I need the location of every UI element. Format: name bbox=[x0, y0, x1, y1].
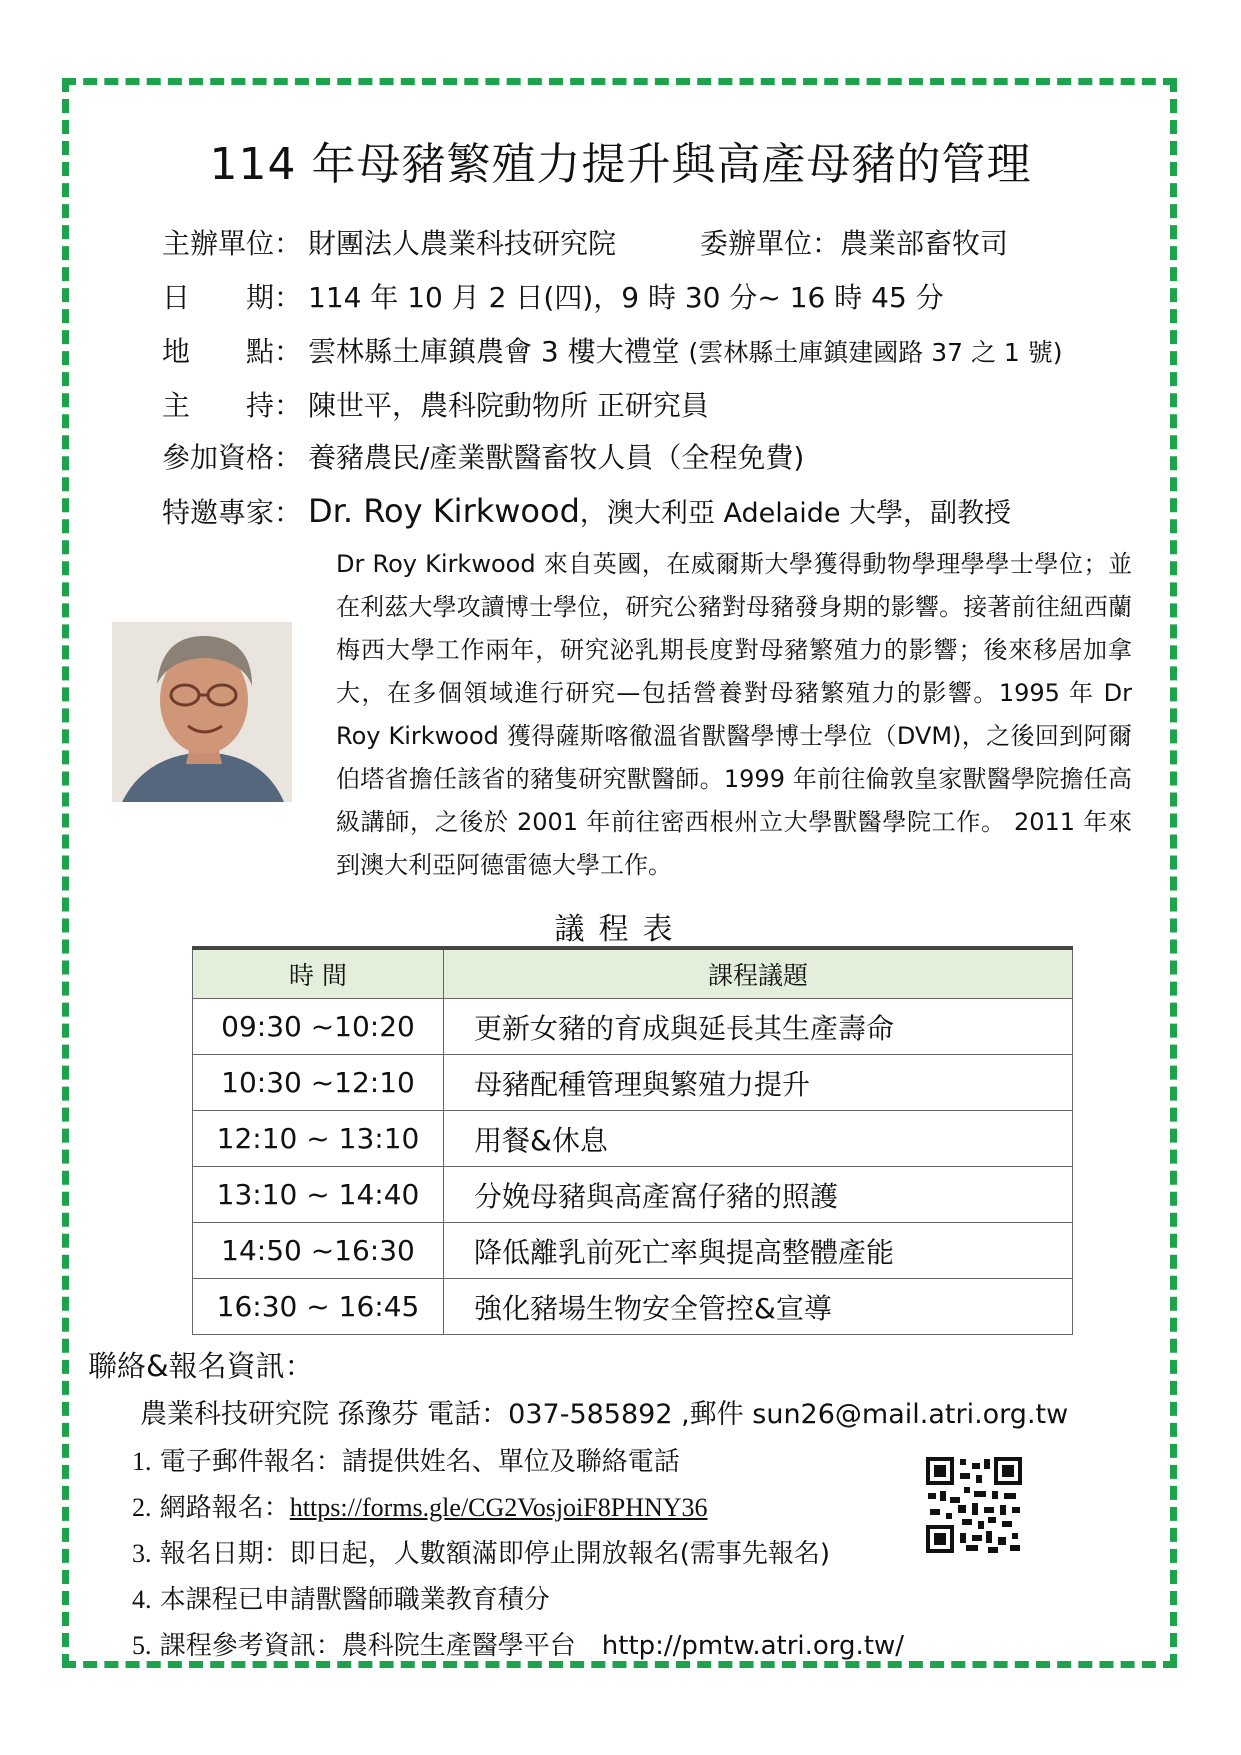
speaker-bio: Dr Roy Kirkwood 來自英國，在威爾斯大學獲得動物學理學學士學位；並在利茲大學攻讀博士學位，研究公豬對母豬發身期的影響。接著前往紐西蘭梅西大學工作兩年，研究泌乳期長度對母豬繁殖力的影響；後來移居加拿大，在多個領域進行研究—包括營養對母豬繁殖力的影響。1995 年 Dr Roy Kirkwood 獲得薩斯喀徹溫省獸醫學博士學位（DVM)，之後回到阿爾伯塔省擔任該省的豬隻研究獸醫師。1999 年前往倫敦皇家獸醫學院擔任高級講師，之後於 2001 年前往密西根州立大學獸醫學院工作。 2011 年來到澳大利亞阿德雷德大學工作。 bbox=[336, 550, 1132, 879]
reference-url[interactable]: http://pmtw.atri.org.tw/ bbox=[601, 1631, 905, 1661]
host: 陳世平，農科院動物所 正研究員 bbox=[308, 389, 709, 422]
date-row: 日 期： 114 年 10 月 2 日(四)，9 時 30 分~ 16 時 45 分 bbox=[162, 281, 944, 314]
agenda-row: 10:30 ~12:10 母豬配種管理與繁殖力提升 bbox=[193, 1055, 1073, 1111]
organizer-row: 主辦單位： 財團法人農業科技研究院 委辦單位：農業部畜牧司 bbox=[162, 222, 616, 262]
host-row: 主 持： 陳世平，農科院動物所 正研究員 bbox=[162, 389, 709, 422]
time-header: 時 間 bbox=[193, 948, 444, 999]
expert-row: 特邀專家： Dr. Roy Kirkwood，澳大利亞 Adelaide 大學，副教授 bbox=[162, 492, 1012, 530]
speaker-photo bbox=[112, 622, 292, 802]
info-item-3: 3. 報名日期：即日起，人數額滿即停止開放報名(需事先報名) bbox=[132, 1539, 831, 1569]
info-item-2: 2. 網路報名：https://forms.gle/CG2VosjoiF8PHNY36 bbox=[132, 1493, 708, 1523]
place-address: (雲林縣土庫鎮建國路 37 之 1 號) bbox=[688, 338, 1063, 367]
agenda-table bbox=[192, 946, 1073, 1335]
commission-block: 委辦單位：農業部畜牧司 bbox=[700, 227, 1009, 260]
page-title: 114 年母豬繁殖力提升與高產母豬的管理 bbox=[209, 139, 1032, 190]
commission: 農業部畜牧司 bbox=[840, 227, 1009, 260]
agenda-row: 12:10 ~ 13:10 用餐&休息 bbox=[193, 1111, 1073, 1167]
place-row: 地 點： 雲林縣土庫鎮農會 3 樓大禮堂 (雲林縣土庫鎮建國路 37 之 1 號) bbox=[162, 335, 1063, 368]
expert-affiliation: ，澳大利亞 Adelaide 大學，副教授 bbox=[579, 498, 1012, 529]
expert-name: Dr. Roy Kirkwood bbox=[308, 492, 580, 530]
event-place: 雲林縣土庫鎮農會 3 樓大禮堂 bbox=[308, 335, 680, 368]
info-item-1: 1. 電子郵件報名：請提供姓名、單位及聯絡電話 bbox=[132, 1447, 680, 1477]
contact-line: 農業科技研究院 孫豫芬 電話：037-585892 ,郵件 sun26@mail.atri.org.tw bbox=[140, 1399, 1069, 1430]
agenda-title: 議程表 bbox=[554, 912, 687, 947]
organizer: 財團法人農業科技研究院 bbox=[308, 227, 617, 260]
agenda-row: 09:30 ~10:20 更新女豬的育成與延長其生產壽命 bbox=[193, 999, 1073, 1055]
info-item-5: 5. 課程參考資訊：農科院生產醫學平台 http://pmtw.atri.org.tw/ bbox=[132, 1631, 905, 1661]
agenda-row: 14:50 ~16:30 降低離乳前死亡率與提高整體產能 bbox=[193, 1223, 1073, 1279]
eligibility: 養豬農民/產業獸醫畜牧人員（全程免費) bbox=[308, 441, 805, 474]
qr-code-icon bbox=[926, 1457, 1022, 1553]
event-date: 114 年 10 月 2 日(四)，9 時 30 分~ 16 時 45 分 bbox=[308, 281, 944, 314]
info-item-4: 4. 本課程已申請獸醫師職業教育積分 bbox=[132, 1585, 550, 1615]
contact-heading: 聯絡&報名資訊： bbox=[88, 1349, 314, 1383]
registration-link[interactable]: https://forms.gle/CG2VosjoiF8PHNY36 bbox=[289, 1493, 708, 1522]
agenda-header-row bbox=[193, 948, 1073, 999]
agenda-row: 13:10 ~ 14:40 分娩母豬與高產窩仔豬的照護 bbox=[193, 1167, 1073, 1223]
topic-header: 課程議題 bbox=[444, 948, 1073, 999]
eligibility-row: 參加資格： 養豬農民/產業獸醫畜牧人員（全程免費) bbox=[162, 441, 805, 474]
agenda-row: 16:30 ~ 16:45 強化豬場生物安全管控&宣導 bbox=[193, 1279, 1073, 1335]
